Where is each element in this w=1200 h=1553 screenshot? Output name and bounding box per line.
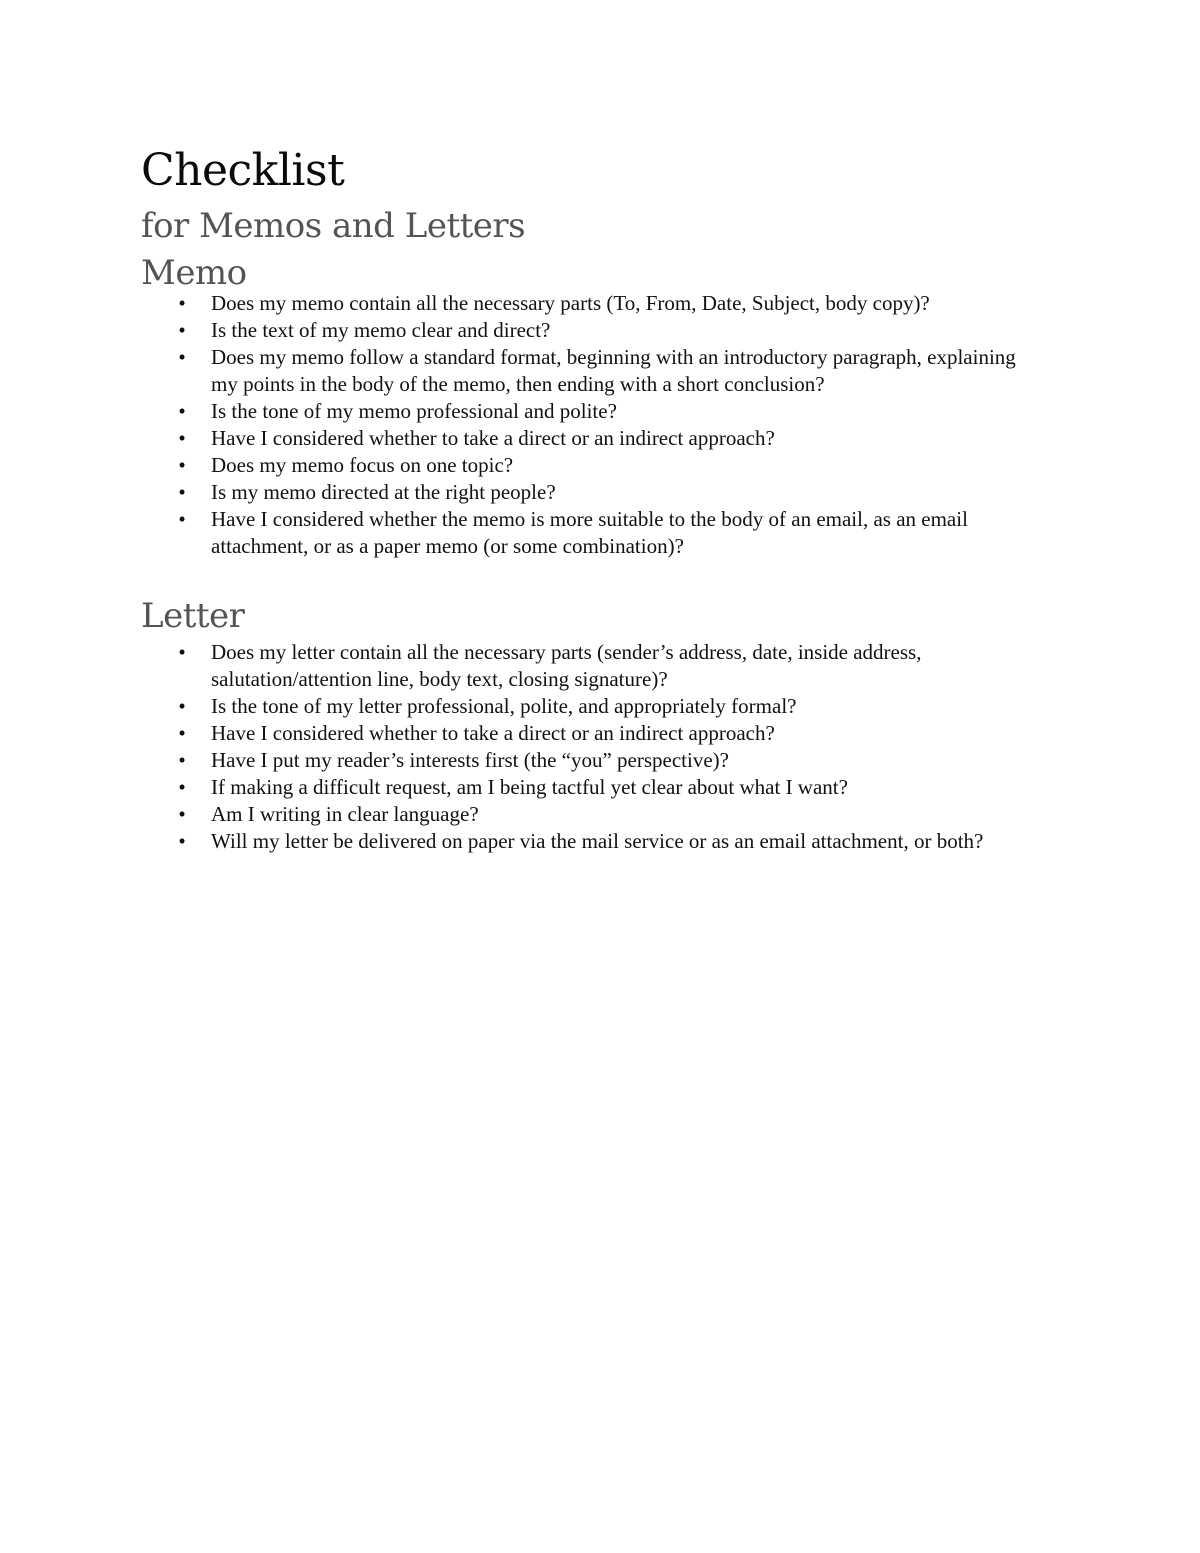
- bullet-icon: •: [178, 748, 186, 772]
- memo-checklist-item: [141, 290, 1041, 317]
- memo-checklist-item: [141, 425, 1041, 452]
- bullet-icon: •: [178, 694, 186, 718]
- bullet-icon: •: [178, 345, 186, 369]
- letter-checklist-item: [141, 639, 1041, 693]
- memo-item-text: Is the text of my memo clear and direct?: [211, 318, 551, 342]
- document-content: [141, 140, 1041, 855]
- memo-section-heading: Memo: [141, 253, 247, 293]
- memo-item-text: Does my memo contain all the necessary parts (To, From, Date, Subject, body copy)?: [211, 291, 930, 315]
- letter-checklist-item: [141, 801, 1041, 828]
- letter-item-text: Will my letter be delivered on paper via the mail service or as an email attachment, or both?: [211, 829, 984, 853]
- letter-item-text: If making a difficult request, am I being tactful yet clear about what I want?: [211, 775, 848, 799]
- bullet-icon: •: [178, 291, 186, 315]
- letter-checklist-item: [141, 828, 1041, 855]
- memo-checklist-item: [141, 479, 1041, 506]
- bullet-icon: •: [178, 453, 186, 477]
- memo-checklist-item: [141, 317, 1041, 344]
- bullet-icon: •: [178, 829, 186, 853]
- bullet-icon: •: [178, 399, 186, 423]
- letter-item-text: Does my letter contain all the necessary parts (sender’s address, date, inside address, salutation/attention line, body text, closing signature)?: [211, 640, 922, 691]
- memo-item-text: Is the tone of my memo professional and polite?: [211, 399, 617, 423]
- memo-item-text: Have I considered whether the memo is more suitable to the body of an email, as an email attachment, or as a paper memo (or some combination)?: [211, 507, 968, 558]
- letter-item-text: Have I put my reader’s interests first (the “you” perspective)?: [211, 748, 729, 772]
- memo-checklist-item: [141, 506, 1041, 560]
- bullet-icon: •: [178, 480, 186, 504]
- bullet-icon: •: [178, 426, 186, 450]
- memo-item-text: Have I considered whether to take a direct or an indirect approach?: [211, 426, 775, 450]
- letter-section-heading: Letter: [141, 596, 245, 636]
- letter-item-text: Have I considered whether to take a direct or an indirect approach?: [211, 721, 775, 745]
- letter-checklist: [141, 639, 1041, 855]
- memo-checklist-item: [141, 398, 1041, 425]
- bullet-icon: •: [178, 318, 186, 342]
- letter-item-text: Am I writing in clear language?: [211, 802, 479, 826]
- memo-checklist-item: [141, 344, 1041, 398]
- letter-checklist-item: [141, 693, 1041, 720]
- memo-item-text: Does my memo focus on one topic?: [211, 453, 514, 477]
- bullet-icon: •: [178, 802, 186, 826]
- letter-checklist-item: [141, 720, 1041, 747]
- bullet-icon: •: [178, 507, 186, 531]
- bullet-icon: •: [178, 640, 186, 664]
- document-title: Checklist: [141, 145, 345, 196]
- letter-checklist-item: [141, 774, 1041, 801]
- memo-item-text: Is my memo directed at the right people?: [211, 480, 556, 504]
- bullet-icon: •: [178, 721, 186, 745]
- letter-checklist-item: [141, 747, 1041, 774]
- memo-checklist: [141, 290, 1041, 560]
- memo-item-text: Does my memo follow a standard format, beginning with an introductory paragraph, explaining my points in the body of the memo, then ending with a short conclusion?: [211, 345, 1016, 396]
- document-subtitle: for Memos and Letters: [141, 206, 526, 246]
- memo-checklist-item: [141, 452, 1041, 479]
- bullet-icon: •: [178, 775, 186, 799]
- letter-item-text: Is the tone of my letter professional, polite, and appropriately formal?: [211, 694, 797, 718]
